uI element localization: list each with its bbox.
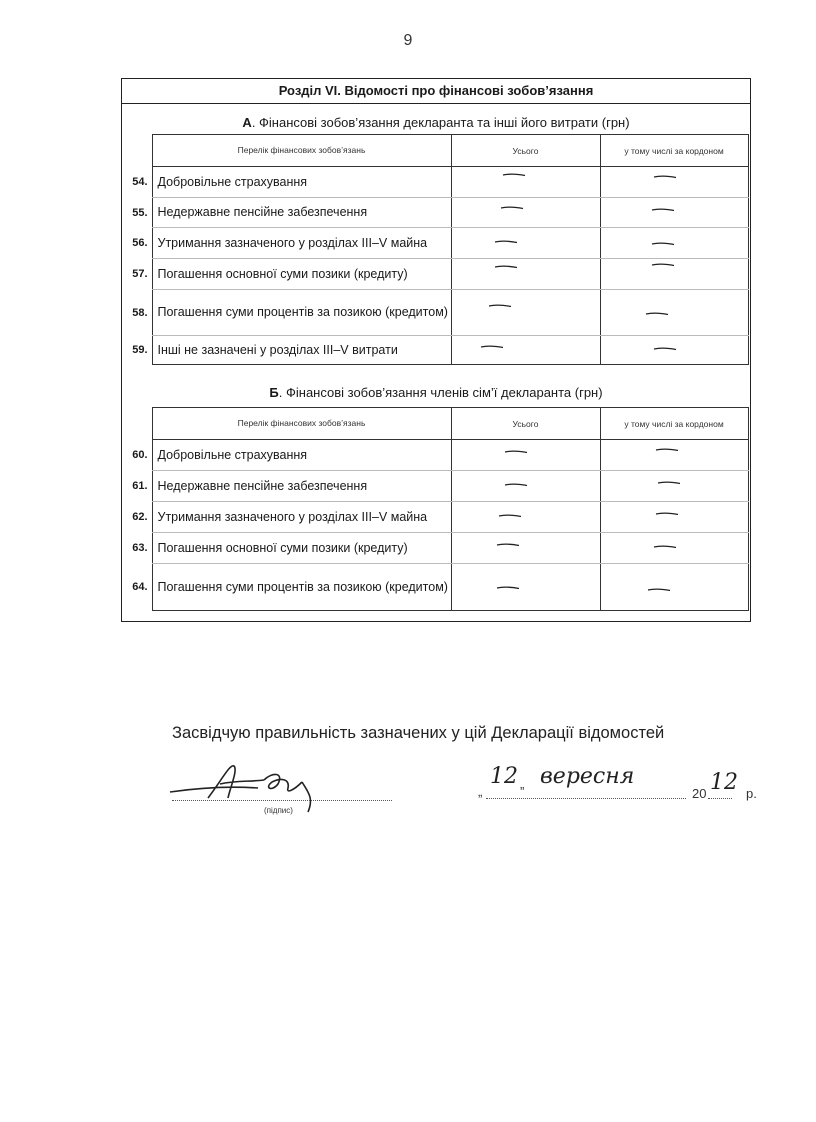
total-cell: [451, 290, 600, 336]
handwritten-dash: [488, 303, 510, 307]
row-label: Добровільне страхування: [152, 167, 451, 198]
date-day: 12: [490, 764, 518, 789]
handwritten-dash: [657, 480, 679, 484]
abroad-cell: [600, 440, 748, 471]
table-row: [126, 564, 748, 611]
header-item: Перелік фінансових зобов’язань: [152, 135, 451, 167]
header-abroad: у тому числі за кордоном: [600, 408, 748, 440]
table-row: [126, 167, 748, 198]
table-header-row: [126, 135, 748, 167]
total-cell: [451, 198, 600, 228]
row-label: Інші не зазначені у розділах III–V витрати: [152, 336, 451, 365]
handwritten-dash: [651, 241, 673, 245]
signature-caption: (підпис): [264, 806, 293, 815]
date-block: [478, 764, 768, 808]
handwritten-dash: [645, 311, 667, 315]
row-number: 64.: [132, 581, 148, 593]
abroad-cell: [600, 290, 748, 336]
section-title: Розділ VI. Відомості про фінансові зобов’язання: [122, 79, 750, 104]
row-number: 61.: [132, 480, 148, 492]
table-row: [126, 502, 748, 533]
date-month: вересня: [540, 764, 635, 789]
row-label: Погашення суми процентів за позикою (кредитом): [152, 290, 451, 336]
row-number: 58.: [132, 306, 148, 319]
total-cell: [451, 502, 600, 533]
abroad-cell: [600, 471, 748, 502]
certification-statement: Засвідчую правильність зазначених у цій Декларації відомостей: [172, 724, 665, 742]
date-year-prefix: 20: [692, 786, 707, 801]
abroad-cell: [600, 167, 748, 198]
abroad-cell: [600, 259, 748, 290]
signature-line: [172, 800, 392, 801]
table-row: [126, 440, 748, 471]
handwritten-dash: [496, 585, 518, 589]
table-row: [126, 336, 748, 365]
handwritten-dash: [655, 511, 677, 515]
total-cell: [451, 336, 600, 365]
total-cell: [451, 564, 600, 611]
signature: [168, 758, 338, 823]
abroad-cell: [600, 533, 748, 564]
handwritten-dash: [651, 262, 673, 266]
part-b-title: [122, 385, 750, 400]
row-label: Погашення основної суми позики (кредиту): [152, 533, 451, 564]
header-abroad: у тому числі за кордоном: [600, 135, 748, 167]
handwritten-dash: [500, 205, 522, 209]
part-b-letter: Б: [269, 385, 279, 400]
handwritten-dash: [504, 482, 526, 486]
table-row: [126, 471, 748, 502]
abroad-cell: [600, 228, 748, 259]
row-number: 57.: [132, 268, 148, 280]
total-cell: [451, 259, 600, 290]
table-row: [126, 198, 748, 228]
total-cell: [451, 228, 600, 259]
table-header-row: [126, 408, 748, 440]
abroad-cell: [600, 564, 748, 611]
total-cell: [451, 440, 600, 471]
handwritten-dash: [480, 344, 502, 348]
row-number: 60.: [132, 449, 148, 461]
row-number: 62.: [132, 511, 148, 523]
handwritten-dash: [653, 174, 675, 178]
handwritten-dash: [651, 207, 673, 211]
row-label: Утримання зазначеного у розділах III–V майна: [152, 228, 451, 259]
handwritten-dash: [496, 542, 518, 546]
date-line: [486, 798, 686, 799]
table-row: [126, 533, 748, 564]
row-number: 54.: [132, 176, 148, 188]
year-line: [708, 798, 732, 799]
handwritten-dash: [655, 447, 677, 451]
part-b-table: [126, 407, 749, 611]
part-b-title-text: . Фінансові зобов’язання членів сім’ї декларанта (грн): [278, 385, 603, 400]
total-cell: [451, 471, 600, 502]
table-row: [126, 228, 748, 259]
row-label: Утримання зазначеного у розділах III–V майна: [152, 502, 451, 533]
header-total: Усього: [451, 408, 600, 440]
part-a-title-text: . Фінансові зобов’язання декларанта та інші його витрати (грн): [251, 115, 630, 130]
total-cell: [451, 167, 600, 198]
part-a-table: [126, 134, 749, 365]
row-label: Недержавне пенсійне забезпечення: [152, 471, 451, 502]
row-label: Добровільне страхування: [152, 440, 451, 471]
header-total: Усього: [451, 135, 600, 167]
row-number: 59.: [132, 344, 148, 356]
handwritten-dash: [494, 264, 516, 268]
financial-obligations-section: [121, 78, 751, 622]
part-a-letter: А: [242, 115, 252, 130]
abroad-cell: [600, 336, 748, 365]
table-row: [126, 290, 748, 336]
date-year-unit: р.: [746, 786, 757, 801]
handwritten-dash: [498, 513, 520, 517]
header-item: Перелік фінансових зобов’язань: [152, 408, 451, 440]
page-number: 9: [403, 32, 413, 49]
date-year-suffix: 12: [710, 770, 738, 795]
row-number: 56.: [132, 237, 148, 249]
handwritten-dash: [653, 346, 675, 350]
row-label: Недержавне пенсійне забезпечення: [152, 198, 451, 228]
row-label: Погашення основної суми позики (кредиту): [152, 259, 451, 290]
table-row: [126, 259, 748, 290]
handwritten-dash: [504, 449, 526, 453]
row-number: 55.: [132, 206, 148, 219]
abroad-cell: [600, 198, 748, 228]
abroad-cell: [600, 502, 748, 533]
date-quote-close: ”: [520, 784, 525, 799]
part-a-title: [122, 115, 750, 130]
total-cell: [451, 533, 600, 564]
row-label: Погашення суми процентів за позикою (кредитом): [152, 564, 451, 611]
row-number: 63.: [132, 542, 148, 554]
handwritten-dash: [647, 587, 669, 591]
date-quote-open: „: [478, 784, 483, 799]
handwritten-dash: [494, 239, 516, 243]
handwritten-dash: [653, 544, 675, 548]
handwritten-dash: [502, 172, 524, 176]
